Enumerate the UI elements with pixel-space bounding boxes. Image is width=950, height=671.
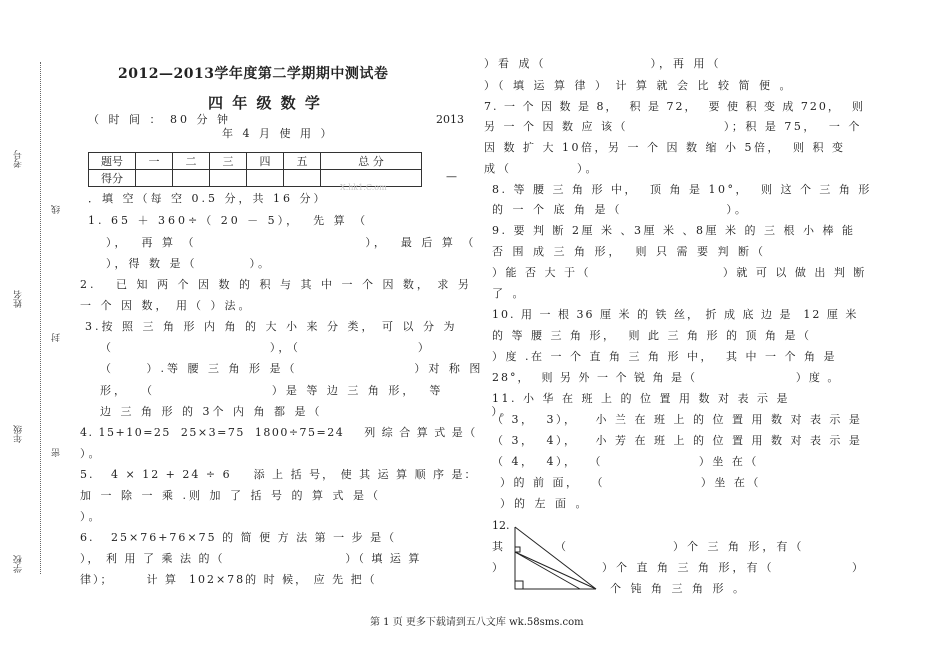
subject-title: 四 年 级 数 学 <box>208 94 322 112</box>
question-line: 否 围 成 三 角 形， 则 只 需 要 判 断（ <box>492 245 766 258</box>
question-line: ）的 左 面 。 <box>500 497 590 510</box>
time-line: （ 时 间 ： 80 分 钟 <box>88 113 231 126</box>
question-line: ）， 再 算 （ ）， 最 后 算 （ <box>106 236 477 249</box>
question-line: ）能 否 大 于（ ）就 可 以 做 出 判 断 <box>492 266 867 279</box>
seal-line <box>40 62 41 574</box>
score-cell[interactable] <box>210 170 247 187</box>
score-header-cell: 二 <box>173 153 210 170</box>
mark-secret: 密 <box>52 448 62 457</box>
mark-line: 线 <box>52 205 62 214</box>
question-line: 28°， 则 另 外 一 个 锐 角 是（ ）度 。 <box>492 371 841 384</box>
label-school: 学校 <box>14 555 24 573</box>
dash-mark: — <box>446 170 457 183</box>
question-line: 的 一 个 底 角 是（ ）。 <box>492 203 749 216</box>
question-line: 一 个 因 数， 用（ ）法。 <box>80 299 253 312</box>
question-line: 因 数 扩 大 10倍，另 一 个 因 数 缩 小 5倍， 则 积 变 <box>484 141 846 154</box>
question-line: 形， （ ）是 等 边 三 角 形， 等 <box>100 384 444 397</box>
question-line: 5. 4 × 12 + 24 ÷ 6 添 上 括 号， 使 其 运 算 顺 序 是： <box>80 468 478 481</box>
q12-text: （ ）个 三 角 形，有（ <box>555 540 805 553</box>
question-line: 4. 15+10=25 25×3=75 1800÷75=24 列 综 合 算 式 是（ <box>80 426 477 439</box>
question-line: 成（ ）。 <box>484 162 600 175</box>
watermark: X.hk1.C.om <box>340 183 387 192</box>
question-line: 3.按 照 三 角 形 内 角 的 大 小 来 分 类， 可 以 分 为 <box>85 320 458 333</box>
question-line: ），得 数 是（ ）。 <box>106 257 272 270</box>
question-line: 的 等 腰 三 角 形， 则 此 三 角 形 的 顶 角 是（ <box>492 329 812 342</box>
label-exam-number: 考号 <box>14 150 24 168</box>
score-header-cell: 题号 <box>89 153 136 170</box>
question-line: ）的 前 面， （ ）坐 在（ <box>500 476 761 489</box>
question-line: （ ），（ ） <box>100 341 432 354</box>
question-line: 边 三 角 形 的 3个 内 角 都 是（ ）。 <box>100 405 514 418</box>
mark-seal: 封 <box>52 333 62 342</box>
q12-text: ） <box>852 561 866 574</box>
question-line: 2. 已 知 两 个 因 数 的 积 与 其 中 一 个 因 数， 求 另 <box>80 278 472 291</box>
score-header-cell: 四 <box>247 153 284 170</box>
question-line: ）。 <box>80 510 103 523</box>
time-year: 2013 <box>436 113 464 126</box>
question-line: 另 一 个 因 数 应 该（ ）；积 是 75， 一 个 <box>484 120 862 133</box>
score-header-cell: 总 分 <box>321 153 422 170</box>
score-header-cell: 一 <box>136 153 173 170</box>
score-cell[interactable] <box>173 170 210 187</box>
score-cell[interactable] <box>284 170 321 187</box>
question-line: 7. 一 个 因 数 是 8， 积 是 72， 要 使 积 变 成 720， 则 <box>484 100 865 113</box>
question-line: （ 3， 4）， 小 芳 在 班 上 的 位 置 用 数 对 表 示 是 <box>492 434 863 447</box>
q12-text: ） <box>492 561 506 574</box>
question-line: ）（ 填 运 算 律 ） 计 算 就 会 比 较 简 便 。 <box>484 79 794 92</box>
q12-text: ）个 直 角 三 角 形，有（ <box>602 561 775 574</box>
score-row-label: 得分 <box>89 170 136 187</box>
question-line: 6. 25×76+76×75 的 简 便 方 法 第 一 步 是（ <box>80 531 397 544</box>
question-line: （ 3， 3）， 小 兰 在 班 上 的 位 置 用 数 对 表 示 是 <box>492 413 863 426</box>
question-line: 1. 65 ＋ 360÷（ 20 － 5）， 先 算 （ <box>88 214 369 227</box>
section-heading: ．填 空（每 空 0.5 分，共 16 分） <box>88 192 328 205</box>
question-line: 9. 要 判 断 2厘 米 、3厘 米 、8厘 米 的 三 根 小 棒 能 <box>492 224 856 237</box>
question-line: ）度 .在 一 个 直 角 三 角 形 中， 其 中 一 个 角 是 <box>492 350 837 363</box>
label-name: 姓名 <box>14 290 24 308</box>
score-cell[interactable] <box>136 170 173 187</box>
score-header-cell: 五 <box>284 153 321 170</box>
question-line: 加 一 除 一 乘 .则 加 了 括 号 的 算 式 是（ <box>80 489 381 502</box>
time-line-2: 年 4 月 使 用 ） <box>222 127 335 140</box>
question-line: （ 4， 4）， （ ）坐 在（ <box>492 455 759 468</box>
question-line: 了 。 <box>492 287 527 300</box>
exam-title: 2012—2013学年度第二学期期中测试卷 <box>118 66 389 82</box>
score-table <box>88 152 422 187</box>
q12-text: 其 <box>492 540 506 553</box>
page-footer: 第 1 页 更多下载请到五八文库 wk.58sms.com <box>370 617 584 628</box>
score-header-cell: 三 <box>210 153 247 170</box>
score-header-row <box>89 153 422 170</box>
score-cell[interactable] <box>247 170 284 187</box>
question-line: ）， 利 用 了 乘 法 的（ ）（ 填 运 算 <box>80 552 422 565</box>
question-line: 10. 用 一 根 36 厘 米 的 铁 丝， 折 成 底 边 是 12 厘 米 <box>492 308 859 321</box>
q12-text: 个 钝 角 三 角 形 。 <box>610 582 747 595</box>
label-grade: 年级 <box>14 425 24 443</box>
q12-number: 12. <box>492 519 510 532</box>
question-line: ）。 <box>80 447 103 460</box>
triangle-figure <box>510 525 600 593</box>
question-line: 律）； 计 算 102×78的 时 候， 应 先 把（ <box>80 573 377 586</box>
binding-margin <box>0 0 60 600</box>
question-line: 11. 小 华 在 班 上 的 位 置 用 数 对 表 示 是 <box>492 392 790 405</box>
question-line: ）看 成（ ），再 用（ <box>484 57 722 70</box>
question-line: （ ）.等 腰 三 角 形 是（ ）对 称 图 <box>100 362 484 375</box>
question-line: 8. 等 腰 三 角 形 中， 顶 角 是 10°， 则 这 个 三 角 形 <box>492 183 872 196</box>
